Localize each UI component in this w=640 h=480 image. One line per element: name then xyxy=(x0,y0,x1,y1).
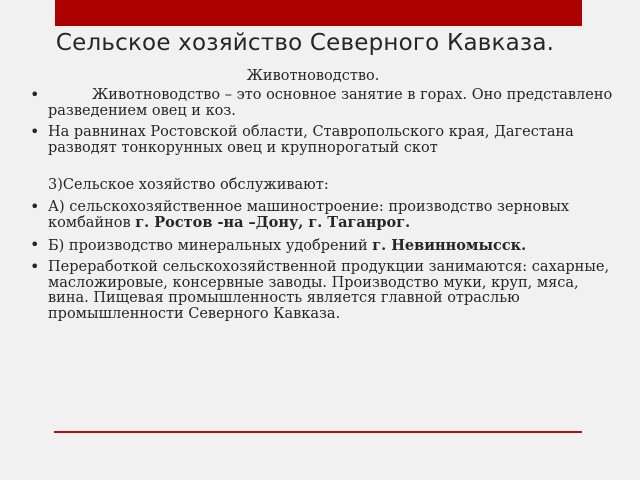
bottom-divider xyxy=(54,431,582,433)
list-item-text: Б) производство минеральных удобрений xyxy=(48,237,373,254)
list-item-text: А) сельскохозяйственное машиностроение: производство зерновых комбайнов xyxy=(48,198,570,231)
list-item-text: Переработкой сельскохозяйственной продукции занимаются: сахарные, масложировые, консервные заводы. Производство муки, круп, мяса, вина. Пищевая промышленность является главной отраслью промышленности Северного Кавказа. xyxy=(48,259,610,322)
list-item xyxy=(30,200,615,232)
list-item xyxy=(30,260,615,322)
slide-content xyxy=(30,88,615,328)
list-item-text: 3)Сельское хозяйство обслуживают: xyxy=(48,177,329,193)
list-item-bold-text: г. Невинномысск. xyxy=(372,236,527,254)
slide-title: Сельское хозяйство Северного Кавказа. xyxy=(55,30,555,56)
slide-subtitle: Животноводство. xyxy=(246,68,380,84)
list-item xyxy=(30,88,615,119)
top-accent-bar xyxy=(55,0,582,26)
list-item xyxy=(30,178,615,194)
list-item-text: На равнинах Ростовской области, Ставропольского края, Дагестана разводят тонкорунных овец и крупнорогатый скот xyxy=(48,124,574,156)
list-item xyxy=(30,238,615,255)
list-item-text: Животноводство – это основное занятие в горах. Оно представлено разведением овец и коз. xyxy=(48,87,613,119)
list-item xyxy=(30,125,615,156)
list-item-bold-text: г. Ростов -на –Дону, г. Таганрог. xyxy=(135,214,411,231)
